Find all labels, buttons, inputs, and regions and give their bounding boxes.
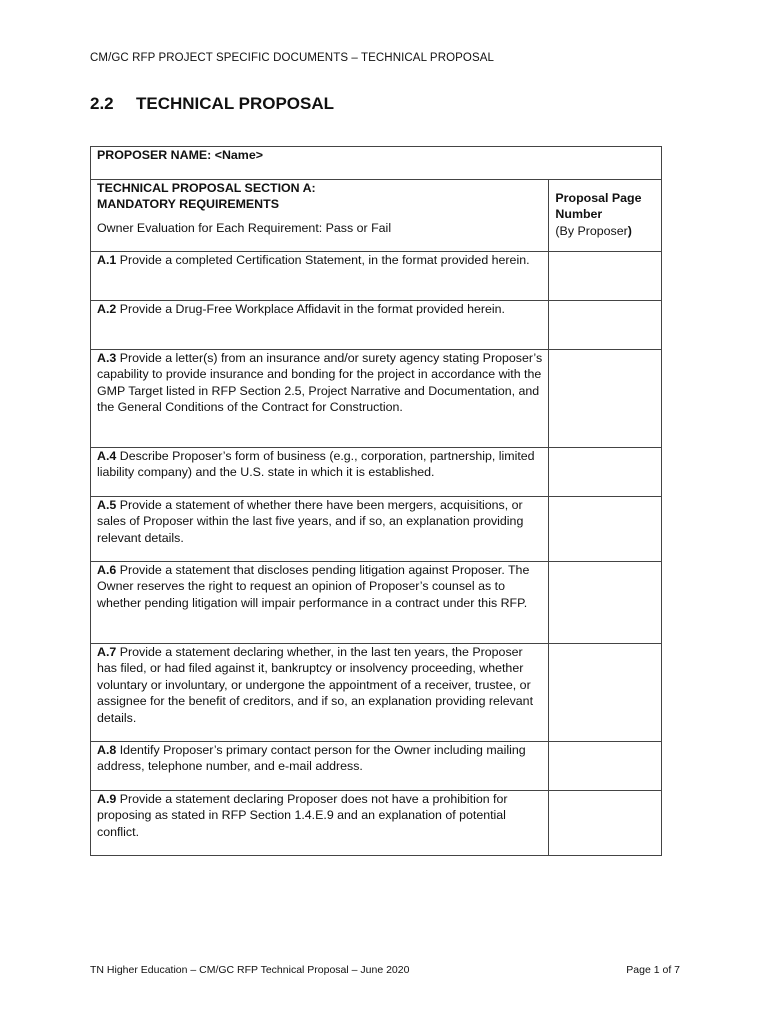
requirement-id: A.4 bbox=[97, 449, 117, 463]
page-number-column-header bbox=[549, 180, 662, 252]
requirement-cell bbox=[91, 497, 549, 562]
requirement-text: Provide a statement declaring Proposer does not have a prohibition for proposing as stated in RFP Section 1.4.E.9 and an explanation of potential conflict. bbox=[97, 792, 508, 839]
requirement-id: A.2 bbox=[97, 302, 117, 316]
table-row bbox=[91, 350, 662, 448]
page-number-input[interactable] bbox=[549, 791, 662, 856]
proposer-name-field[interactable]: PROPOSER NAME: <Name> bbox=[91, 147, 662, 180]
page-col-line3-close: ) bbox=[627, 223, 632, 238]
requirement-cell bbox=[91, 562, 549, 644]
requirement-id: A.7 bbox=[97, 645, 117, 659]
evaluation-note: Owner Evaluation for Each Requirement: Pass or Fail bbox=[97, 220, 392, 235]
footer-document-title: TN Higher Education – CM/GC RFP Technical Proposal – June 2020 bbox=[90, 964, 410, 976]
requirement-id: A.1 bbox=[97, 253, 117, 267]
page-number-input[interactable] bbox=[549, 252, 662, 301]
table-row bbox=[91, 791, 662, 856]
requirement-text: Describe Proposer’s form of business (e.g., corporation, partnership, limited liability company) and the U.S. state in which it is established. bbox=[97, 449, 535, 480]
table-header-row bbox=[91, 180, 662, 252]
page-number-input[interactable] bbox=[549, 350, 662, 448]
table-row bbox=[91, 448, 662, 497]
table-row bbox=[91, 301, 662, 350]
section-a-title-line2: MANDATORY REQUIREMENTS bbox=[97, 197, 279, 212]
requirement-cell bbox=[91, 301, 549, 350]
page-number-input[interactable] bbox=[549, 562, 662, 644]
proposer-name-row bbox=[91, 147, 662, 180]
requirement-cell bbox=[91, 448, 549, 497]
mandatory-requirements-table bbox=[90, 146, 662, 856]
table-row bbox=[91, 252, 662, 301]
page-col-line3 bbox=[555, 223, 655, 239]
page-number-input[interactable] bbox=[549, 301, 662, 350]
section-number: 2.2 bbox=[90, 94, 114, 113]
requirement-text: Provide a statement declaring whether, in the last ten years, the Proposer has filed, or had filed against it, bankruptcy or insolvency proceeding, whether voluntary or involuntary, or undergone the appointment of a receiver, trustee, or assignee for the benefit of creditors, and if so, an explanation providing relevant details. bbox=[97, 645, 534, 725]
requirement-id: A.9 bbox=[97, 792, 117, 806]
page-number-input[interactable] bbox=[549, 742, 662, 791]
page-number-input[interactable] bbox=[549, 644, 662, 742]
requirement-text: Identify Proposer’s primary contact person for the Owner including mailing address, telephone number, and e-mail address. bbox=[97, 743, 526, 774]
table-row bbox=[91, 644, 662, 742]
section-heading bbox=[90, 94, 334, 114]
requirement-cell bbox=[91, 252, 549, 301]
page-number-input[interactable] bbox=[549, 497, 662, 562]
requirement-text: Provide a statement that discloses pending litigation against Proposer. The Owner reserves the right to request an opinion of Proposer’s counsel as to whether pending litigation will impair performance in a contract under this RFP. bbox=[97, 563, 530, 610]
page-col-line3-text: (By Proposer bbox=[555, 223, 628, 238]
requirement-cell bbox=[91, 742, 549, 791]
section-a-header bbox=[91, 180, 549, 252]
section-title: TECHNICAL PROPOSAL bbox=[136, 94, 335, 113]
requirement-id: A.3 bbox=[97, 351, 117, 365]
page-col-line1: Proposal Page bbox=[555, 191, 642, 205]
page-number-input[interactable] bbox=[549, 448, 662, 497]
page-col-line2: Number bbox=[555, 207, 603, 222]
requirement-id: A.5 bbox=[97, 498, 117, 512]
requirement-id: A.8 bbox=[97, 743, 117, 757]
table-row bbox=[91, 497, 662, 562]
requirement-text: Provide a Drug-Free Workplace Affidavit in the format provided herein. bbox=[116, 302, 505, 316]
requirement-cell bbox=[91, 644, 549, 742]
table-row bbox=[91, 742, 662, 791]
section-a-title-line1: TECHNICAL PROPOSAL SECTION A: bbox=[97, 181, 316, 195]
requirement-text: Provide a statement of whether there have been mergers, acquisitions, or sales of Proposer within the last five years, and if so, an explanation providing relevant details. bbox=[97, 498, 524, 545]
requirement-cell bbox=[91, 791, 549, 856]
table-row bbox=[91, 562, 662, 644]
running-header: CM/GC RFP PROJECT SPECIFIC DOCUMENTS – TECHNICAL PROPOSAL bbox=[90, 52, 495, 64]
footer-page-number: Page 1 of 7 bbox=[626, 964, 680, 976]
requirement-cell bbox=[91, 350, 549, 448]
requirement-text: Provide a letter(s) from an insurance and/or surety agency stating Proposer’s capability to provide insurance and bonding for the project in accordance with the GMP Target listed in RFP Section 2.5, Project Narrative and Documentation, and the General Conditions of the Contract for Construction. bbox=[97, 351, 543, 415]
requirement-text: Provide a completed Certification Statement, in the format provided herein. bbox=[116, 253, 530, 267]
requirement-id: A.6 bbox=[97, 563, 117, 577]
